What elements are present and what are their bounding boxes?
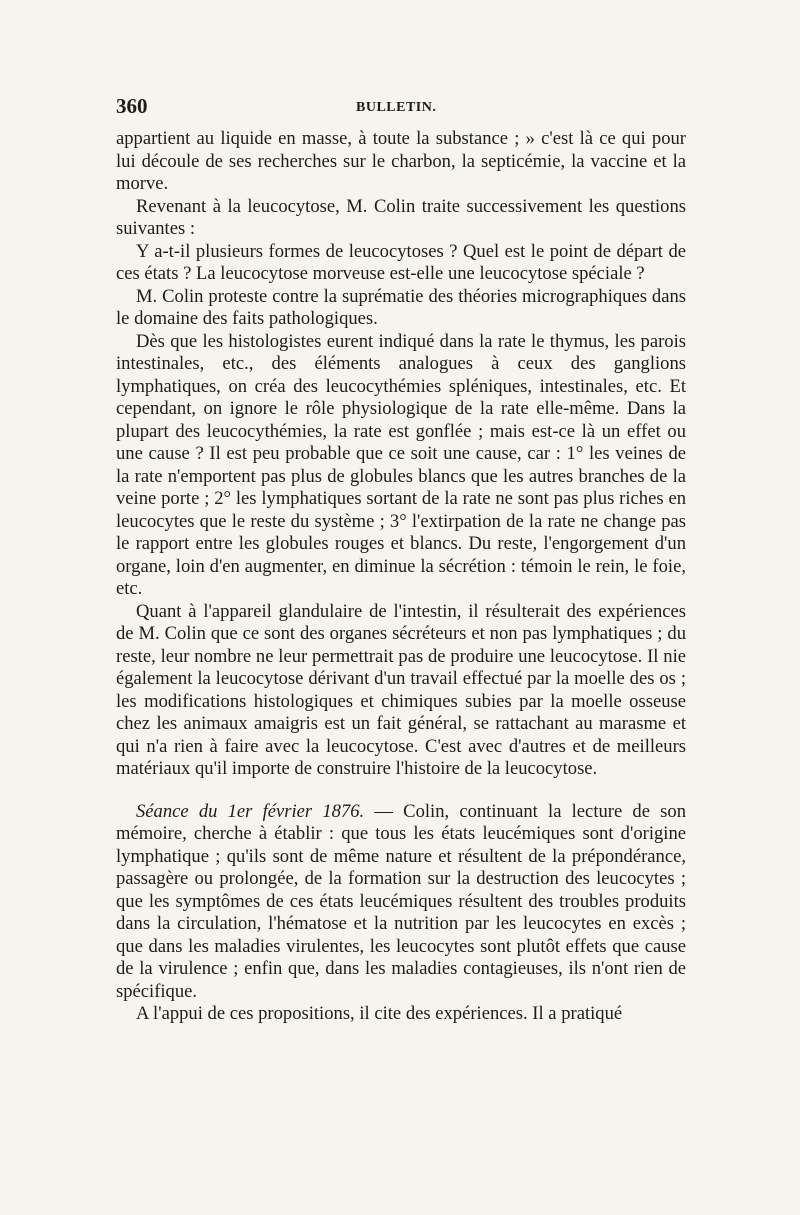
seance-text: — Colin, continuant la lecture de son mémoire, cherche à établir : que tous les états leucémiques sont d'origine lymphatique ; qu'ils sont de même nature et résultent de la prépondérance, passagère ou prolongée, de la formation sur la destruction des leucocytes ; que les symptômes de ces états leucémiques résultent des troubles produits dans la circulation, l'hématose et la nutrition par les leucocytes en excès ; que dans les maladies virulentes, les leucocytes sont plutôt effets que cause de la virulence ; enfin que, dans les maladies contagieuses, ils n'ont rien de spécifique. bbox=[116, 800, 686, 1002]
section-break bbox=[116, 781, 686, 801]
paragraph-5: Dès que les histologistes eurent indiqué dans la rate le thymus, les parois intestinales, etc., des éléments analogues à ceux des ganglions lymphatiques, on créa des leucocythémies spléniques, intestinales, etc. Et cependant, on ignore le rôle physiologique de la rate elle-même. Dans la plupart des leucocythémies, la rate est gonflée ; mais est-ce là un effet ou une cause ? Il est peu probable que ce soit une cause, car : 1° les veines de la rate n'emportent pas plus de globules blancs que les autres branches de la veine porte ; 2° les lymphatiques sortant de la rate ne sont pas plus riches en leucocytes que le reste du système ; 3° l'extirpation de la rate ne change pas le rapport entre les globules rouges et blancs. Du reste, l'engorgement d'un organe, loin d'en augmenter, en diminue la sécrétion : témoin le rein, le foie, etc. bbox=[116, 330, 686, 599]
paragraph-4: M. Colin proteste contre la suprématie des théories micrographiques dans le domaine des faits pathologiques. bbox=[116, 285, 686, 329]
seance-paragraph bbox=[116, 801, 686, 1004]
page-number: 360 bbox=[116, 94, 148, 118]
final-paragraph: A l'appui de ces propositions, il cite des expériences. Il a pratiqué bbox=[136, 1003, 623, 1024]
document-page bbox=[116, 94, 686, 1026]
running-title: BULLETIN. bbox=[356, 100, 437, 115]
seance-date: Séance du 1er février 1876. bbox=[136, 800, 365, 822]
paragraph-3: Y a-t-il plusieurs formes de leucocytoses ? Quel est le point de départ de ces états ? La leucocytose morveuse est-elle une leucocytose spéciale ? bbox=[116, 240, 686, 284]
paragraph-2: Revenant à la leucocytose, M. Colin traite successivement les questions suivantes : bbox=[116, 195, 686, 239]
paragraph-6: Quant à l'appareil glandulaire de l'intestin, il résulterait des expériences de M. Colin que ce sont des organes sécréteurs et non pas lymphatiques ; du reste, leur nombre ne leur permettrait pas de produire une leucocytose. Il nie également la leucocytose dérivant d'un travail effectué par la moelle des os ; les modifications histologiques et chimiques subies par la moelle osseuse chez les animaux amaigris est un fait général, se rattachant au marasme et qui n'a rien à faire avec la leucocytose. C'est avec d'autres et de meilleurs matériaux qu'il importe de construire l'histoire de la leucocytose. bbox=[116, 600, 686, 779]
running-head bbox=[116, 94, 686, 128]
paragraph-1: appartient au liquide en masse, à toute la substance ; » c'est là ce qui pour lui découle de ses recherches sur le charbon, la septicémie, la vaccine et la morve. bbox=[116, 128, 686, 194]
